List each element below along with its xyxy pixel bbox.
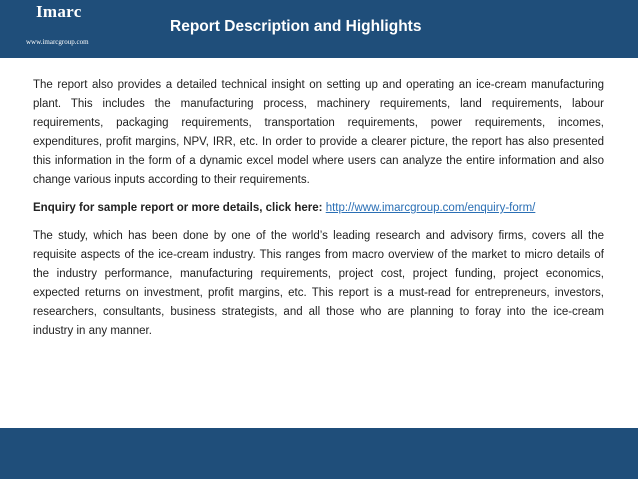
logo-url: www.imarcgroup.com [26, 38, 89, 46]
enquiry-label: Enquiry for sample report or more details, click here: [33, 202, 323, 214]
footer-bar [0, 428, 638, 479]
enquiry-link[interactable]: http://www.imarcgroup.com/enquiry-form/ [325, 202, 536, 214]
header-bar [0, 0, 638, 58]
content-body [33, 76, 604, 341]
paragraph-study: The study, which has been done by one of the world’s leading research and advisory firms, covers all the requisite aspects of the ice-cream industry. This ranges from macro overview of the market to micro details of the industry performance, manufacturing requirements, project cost, project funding, project economics, expected returns on investment, profit margins, etc. This report is a must-read for entrepreneurs, investors, researchers, consultants, business strategists, and all those who are planning to foray into the ice-cream industry in any manner. [33, 230, 604, 337]
slide-title: Report Description and Highlights [170, 18, 422, 35]
logo[interactable]: Imarc [36, 2, 82, 21]
paragraph-description: The report also provides a detailed technical insight on setting up and operating an ice-cream manufacturing plant. This includes the manufacturing process, machinery requirements, land requirements, labour requirements, packaging requirements, transportation requirements, power requirements, incomes, expenditures, profit margins, NPV, IRR, etc. In order to provide a clearer picture, the report has also presented this information in the form of a dynamic excel model where users can analyze the entire information and also change various inputs according to their requirements. [33, 79, 604, 186]
enquiry-line [33, 199, 604, 218]
